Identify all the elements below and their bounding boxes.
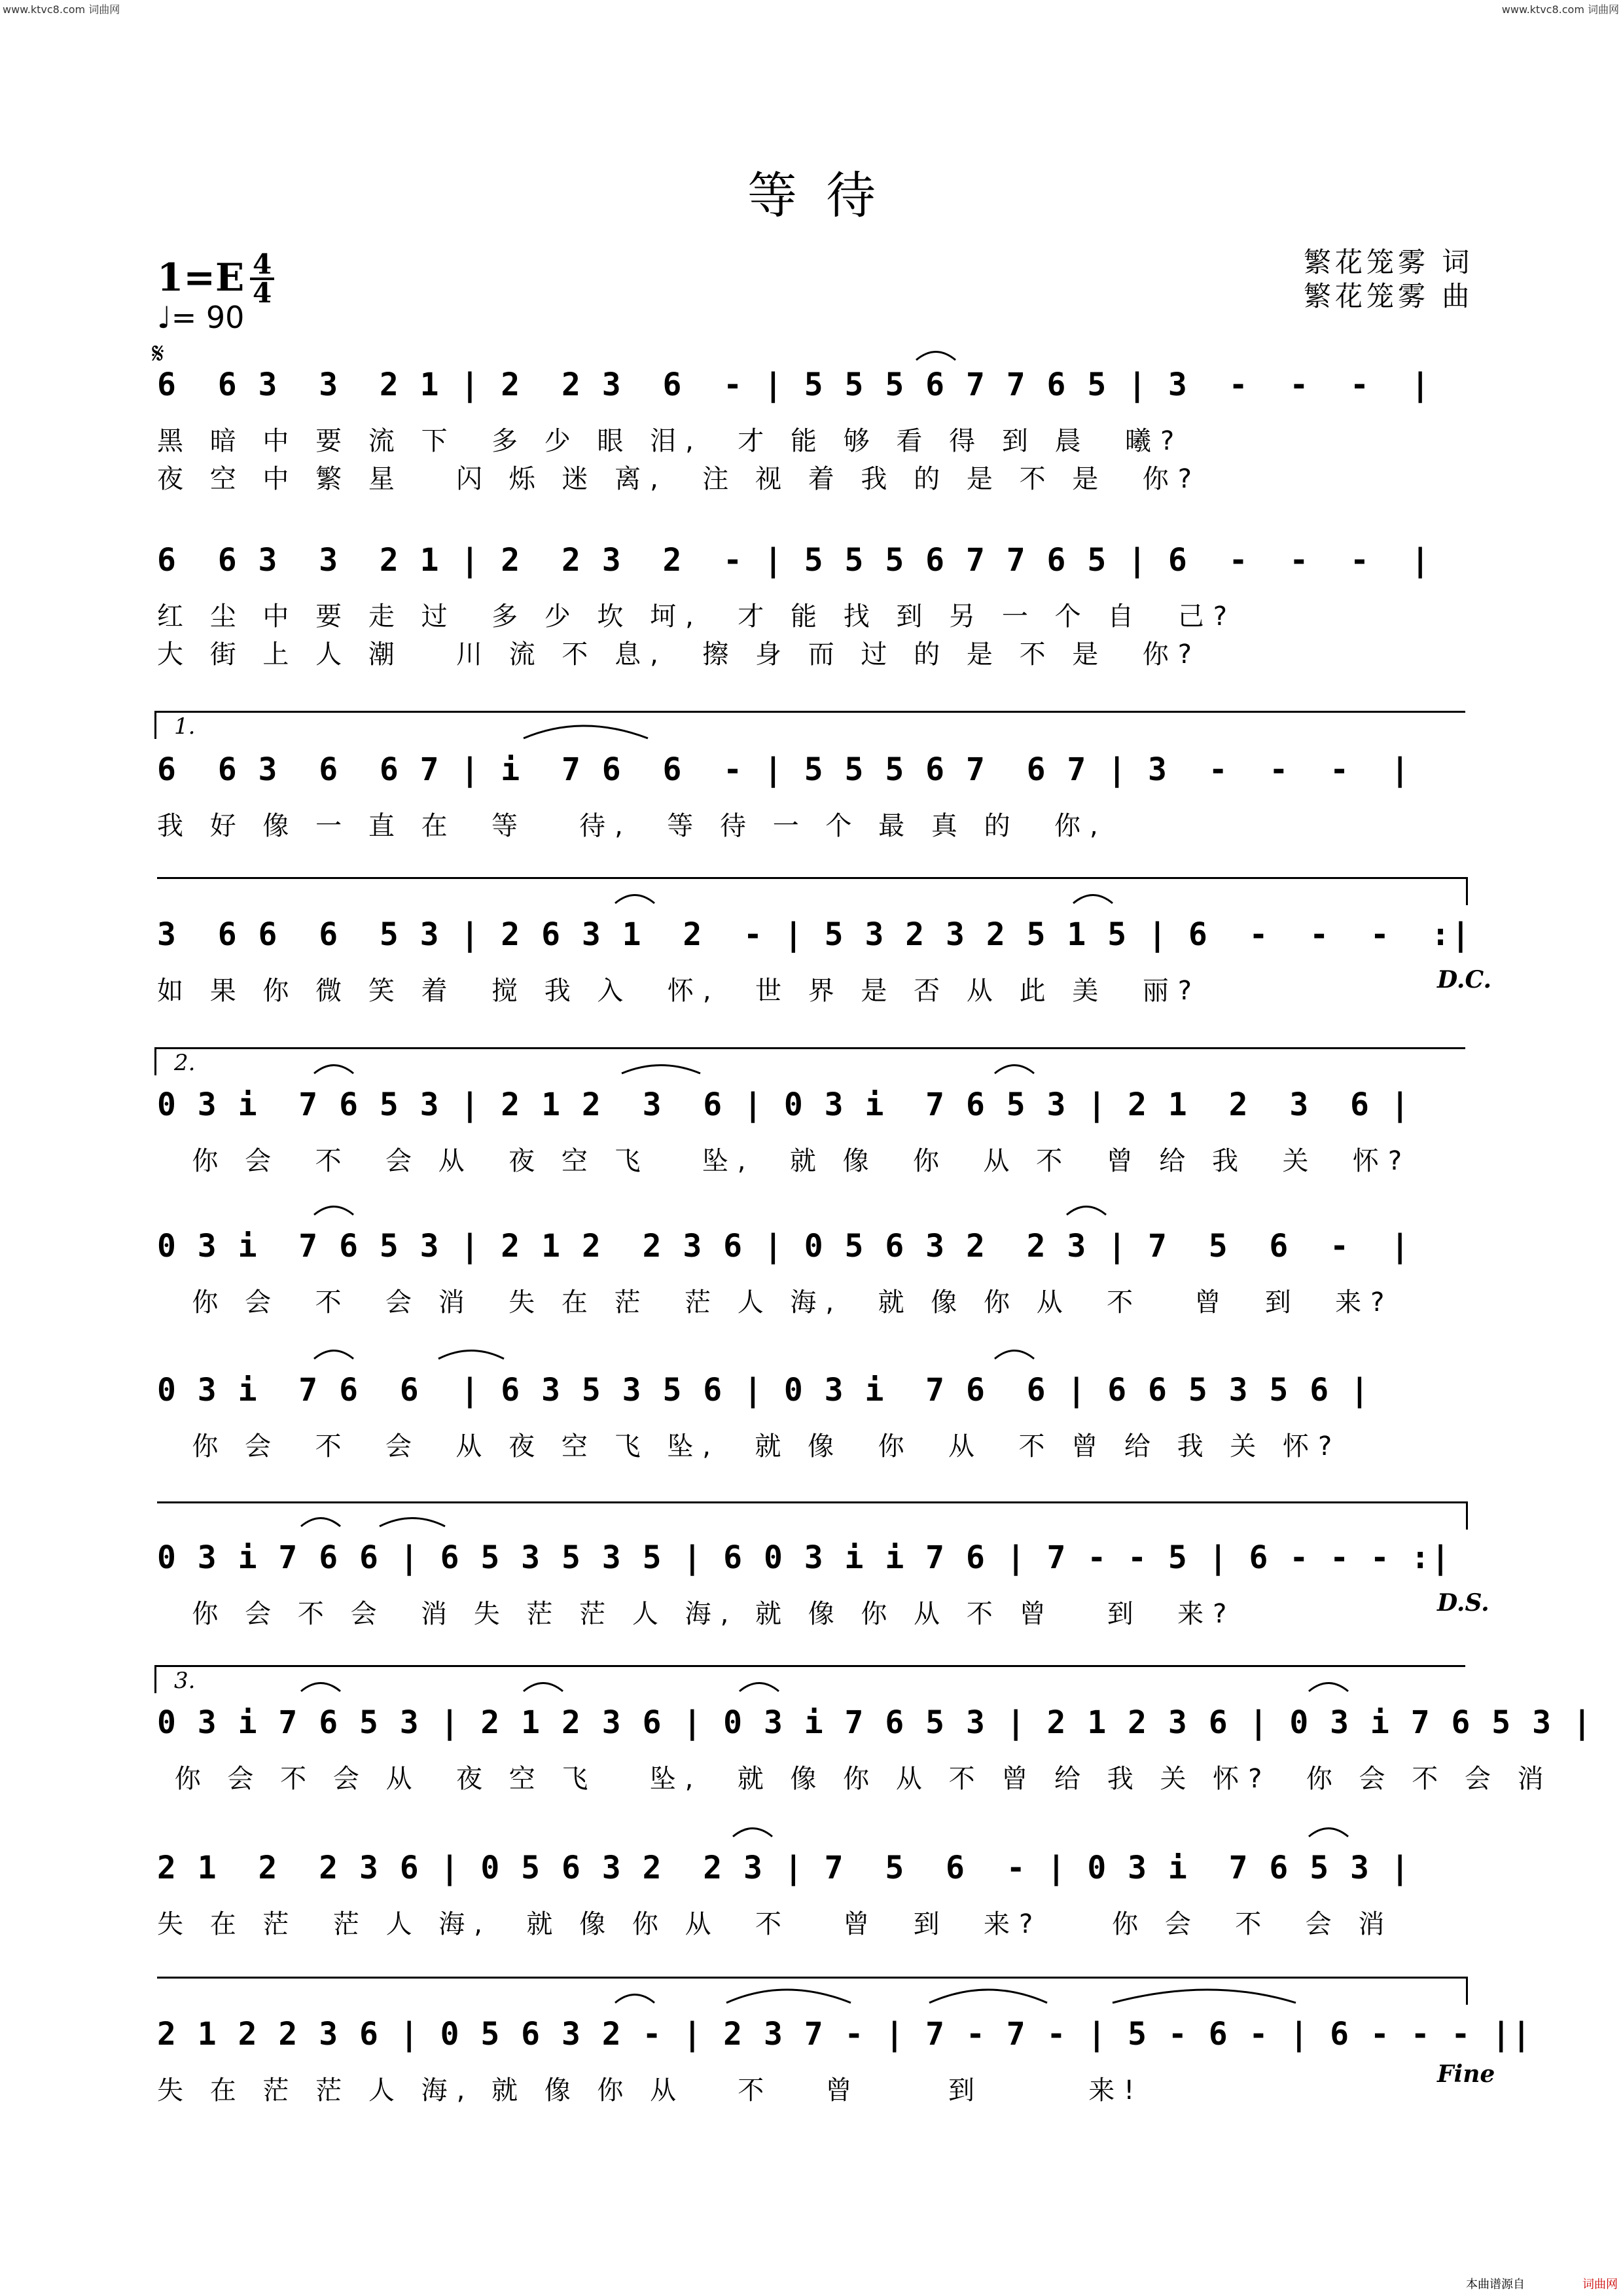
key-signature: 1=E — [157, 255, 245, 300]
volta-label-2: 2. — [174, 1050, 196, 1076]
notes-line: 6 6 3 3 2 1 | 2 2 3 2 - | 5 5 5 6 7 7 6 5 | 6 - - - | — [157, 542, 1431, 579]
site-url-left: www.ktvc8.com 词曲网 — [3, 3, 120, 16]
notes-line: 6 6 3 6 6 7 | i 7 6 6 - | 5 5 5 6 7 6 7 | 3 - - - | — [157, 751, 1411, 788]
lyrics-verse-1: 失 在 茫 茫 人 海, 就 像 你 从 不 曾 到 来? 你 会 不 会 消 — [157, 1909, 1394, 1939]
time-signature — [250, 248, 274, 309]
tempo-mark: ♩= 90 — [157, 300, 245, 335]
dc-mark: D.C. — [1437, 966, 1492, 994]
ds-mark: D.S. — [1437, 1589, 1489, 1617]
lyrics-verse-1: 黑 暗 中 要 流 下 多 少 眼 泪, 才 能 够 看 得 到 晨 曦? — [157, 426, 1184, 456]
notes-line: 2 1 2 2 3 6 | 0 5 6 3 2 - | 2 3 7 - | 7 - 7 - | 5 - 6 - | 6 - - - || — [157, 2016, 1533, 2053]
notes-line: 3 6 6 6 5 3 | 2 6 3 1 2 - | 5 3 2 3 2 5 1 5 | 6 - - - :| — [157, 916, 1472, 953]
notes-line: 0 3 i 7 6 5 3 | 2 1 2 3 6 | 0 3 i 7 6 5 3 | 2 1 2 3 6 | 0 3 i 7 6 5 3 | — [157, 1704, 1593, 1741]
slur — [916, 352, 955, 361]
slur — [438, 1351, 504, 1359]
time-signature-top: 4 — [250, 251, 274, 280]
notes-line: 0 3 i 7 6 6 | 6 3 5 3 5 6 | 0 3 i 7 6 6 | 6 6 5 3 5 6 | — [157, 1372, 1370, 1408]
slur — [314, 1207, 353, 1215]
footer-site-logo: 词曲网 — [1582, 2278, 1618, 2291]
volta-label-1: 1. — [174, 713, 196, 740]
lyrics-verse-2: 大 街 上 人 潮 川 流 不 息, 擦 身 而 过 的 是 不 是 你? — [157, 639, 1201, 670]
notes-line: 0 3 i 7 6 6 | 6 5 3 5 3 5 | 6 0 3 i i 7 6 | 7 - - 5 | 6 - - - :| — [157, 1539, 1452, 1576]
lyrics-verse-1: 红 尘 中 要 走 过 多 少 坎 坷, 才 能 找 到 另 一 个 自 己? — [157, 601, 1236, 632]
volta-bracket-1-continued — [157, 877, 1468, 905]
notes-line: 2 1 2 2 3 6 | 0 5 6 3 2 2 3 | 7 5 6 - | 0 3 i 7 6 5 3 | — [157, 1850, 1411, 1886]
fine-mark: Fine — [1437, 2060, 1495, 2088]
footer-source-text: 本曲谱源自 — [1466, 2278, 1525, 2291]
notes-line: 0 3 i 7 6 5 3 | 2 1 2 3 6 | 0 3 i 7 6 5 3 | 2 1 2 3 6 | — [157, 1086, 1411, 1123]
lyrics-verse-1: 我 好 像 一 直 在 等 待, 等 待 一 个 最 真 的 你, — [157, 811, 1107, 841]
volta-bracket-2 — [154, 1047, 1465, 1075]
volta-label-3: 3. — [174, 1668, 196, 1694]
slur — [1309, 1829, 1348, 1837]
composer-credit: 繁花笼雾 曲 — [1304, 280, 1474, 312]
notes-line: 0 3 i 7 6 5 3 | 2 1 2 2 3 6 | 0 5 6 3 2 2 3 | 7 5 6 - | — [157, 1228, 1411, 1265]
lyrics-verse-2: 夜 空 中 繁 星 闪 烁 迷 离, 注 视 着 我 的 是 不 是 你? — [157, 464, 1201, 494]
lyrics-verse-1: 你 会 不 会 从 夜 空 飞 坠, 就 像 你 从 不 曾 给 我 关 怀? — [157, 1431, 1342, 1462]
slur — [733, 1829, 772, 1837]
lyrics-verse-1: 你 会 不 会 消 失 在 茫 茫 人 海, 就 像 你 从 不 曾 到 来? — [157, 1287, 1394, 1318]
segno-sign: 𝄋 — [152, 337, 164, 370]
lyrics-verse-1: 你 会 不 会 从 夜 空 飞 坠, 就 像 你 从 不 曾 给 我 关 怀? 你 会 不 会 消 — [157, 1764, 1553, 1794]
slur — [314, 1351, 353, 1359]
lyrics-verse-1: 如 果 你 微 笑 着 搅 我 入 怀, 世 界 是 否 从 此 美 丽? — [157, 976, 1201, 1006]
volta-bracket-1 — [154, 711, 1465, 739]
notes-line: 6 6 3 3 2 1 | 2 2 3 6 - | 5 5 5 6 7 7 6 5 | 3 - - - | — [157, 367, 1431, 403]
slur — [995, 1351, 1034, 1359]
slur — [1067, 1207, 1106, 1215]
time-signature-bottom: 4 — [253, 277, 272, 309]
volta-bracket-3 — [154, 1665, 1465, 1693]
lyrics-verse-1: 你 会 不 会 消 失 茫 茫 人 海, 就 像 你 从 不 曾 到 来? — [157, 1599, 1236, 1629]
volta-bracket-3-continued — [157, 1977, 1468, 2005]
volta-bracket-2-continued — [157, 1501, 1468, 1530]
lyrics-verse-1: 你 会 不 会 从 夜 空 飞 坠, 就 像 你 从 不 曾 给 我 关 怀? — [157, 1146, 1412, 1176]
site-url-right: www.ktvc8.com 词曲网 — [1501, 3, 1619, 16]
song-title: 等待 — [747, 166, 904, 224]
lyricist-credit: 繁花笼雾 词 — [1304, 246, 1474, 278]
lyrics-verse-1: 失 在 茫 茫 人 海, 就 像 你 从 不 曾 到 来! — [157, 2075, 1144, 2106]
